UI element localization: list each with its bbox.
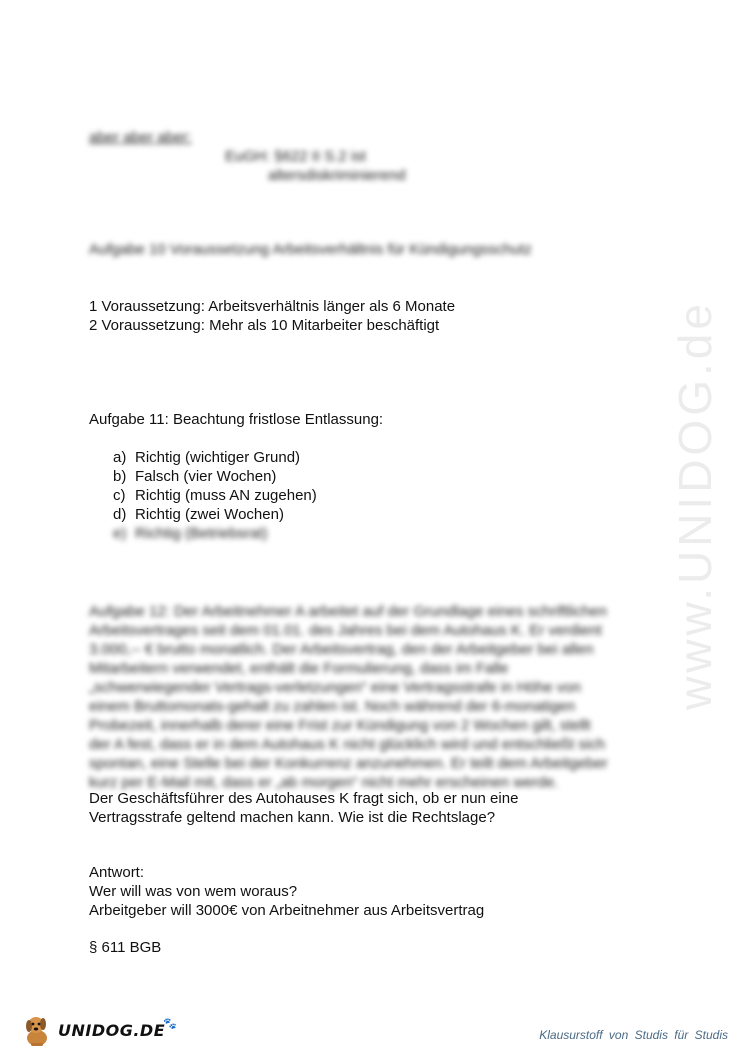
heading-aber: aber aber aber: bbox=[89, 129, 192, 146]
list-item bbox=[113, 486, 317, 505]
paragraph-line: Mitarbeitern verwendet, enthält die Formulierung, dass im Falle bbox=[89, 660, 509, 677]
eugh-line-2: altersdiskriminierend bbox=[268, 167, 406, 184]
voraussetzung-2: 2 Voraussetzung: Mehr als 10 Mitarbeiter beschäftigt bbox=[89, 317, 440, 334]
paragraph-line: Aufgabe 12: Der Arbeitnehmer A arbeitet auf der Grundlage eines schriftlichen bbox=[89, 603, 607, 620]
paragraph-line: kurz per E-Mail mit, dass er „ab morgen“ nicht mehr erscheinen werde. bbox=[89, 774, 559, 791]
list-marker: e) bbox=[113, 525, 127, 542]
list-text: Richtig (wichtiger Grund) bbox=[135, 449, 301, 466]
paragraph-line: 3.000,-- € brutto monatlich. Der Arbeitsvertrag, den der Arbeitgeber bei allen bbox=[89, 641, 594, 658]
aufgabe11-title: Aufgabe 11: Beachtung fristlose Entlassung: bbox=[89, 411, 384, 428]
footer-tagline: Klausurstoff von Studis für Studis bbox=[539, 1028, 728, 1042]
voraussetzung-1: 1 Voraussetzung: Arbeitsverhältnis länger als 6 Monate bbox=[89, 298, 456, 315]
aufgabe12-paragraph bbox=[89, 602, 669, 792]
paragraph-line: Probezeit, innerhalb derer eine Frist zur Kündigung von 2 Wochen gilt, stellt bbox=[89, 717, 591, 734]
list-item bbox=[113, 448, 300, 467]
list-marker: d) bbox=[113, 506, 127, 523]
list-marker: b) bbox=[113, 468, 127, 485]
law-reference: § 611 BGB bbox=[89, 939, 162, 956]
watermark-text: www.UNIDOG.de bbox=[669, 300, 722, 710]
list-item bbox=[113, 524, 268, 543]
logo-text: UNIDOG.DE bbox=[58, 1020, 166, 1040]
antwort-line-2: Arbeitgeber will 3000€ von Arbeitnehmer aus Arbeitsvertrag bbox=[89, 902, 485, 919]
eugh-line-1: EuGH: §622 II S.2 ist bbox=[225, 148, 366, 165]
list-text: Richtig (muss AN zugehen) bbox=[135, 487, 317, 504]
watermark bbox=[665, 280, 725, 730]
list-text: Richtig (zwei Wochen) bbox=[135, 506, 284, 523]
aufgabe10-title: Aufgabe 10 Voraussetzung Arbeitsverhältnis für Kündigungsschutz bbox=[89, 241, 532, 258]
paragraph-line: spontan, eine Stelle bei der Konkurrenz anzunehmen. Er teilt dem Arbeitgeber bbox=[89, 755, 608, 772]
paw-icon: 🐾 bbox=[163, 1017, 177, 1030]
list-text: Falsch (vier Wochen) bbox=[135, 468, 277, 485]
antwort-line-1: Wer will was von wem woraus? bbox=[89, 883, 298, 900]
list-marker: a) bbox=[113, 449, 127, 466]
paragraph-line: „schwerwiegender Vertrags-verletzungen“ eine Vertragsstrafe in Höhe von bbox=[89, 679, 581, 696]
question-line-2: Vertragsstrafe geltend machen kann. Wie ist die Rechtslage? bbox=[89, 809, 496, 826]
dog-icon bbox=[22, 1012, 54, 1048]
antwort-label: Antwort: bbox=[89, 864, 145, 881]
paragraph-line: Arbeitsvertrages seit dem 01.01. des Jahres bei dem Autohaus K. Er verdient bbox=[89, 622, 602, 639]
paragraph-line: der A fest, dass er in dem Autohaus K nicht glücklich wird und entschließt sich bbox=[89, 736, 606, 753]
question-line-1: Der Geschäftsführer des Autohauses K fragt sich, ob er nun eine bbox=[89, 790, 519, 807]
unidog-logo bbox=[22, 1010, 177, 1050]
list-marker: c) bbox=[113, 487, 126, 504]
paragraph-line: einem Bruttomonats-gehalt zu zahlen ist. Noch während der 6-monatigen bbox=[89, 698, 576, 715]
list-text: Richtig (Betriebsrat) bbox=[135, 525, 268, 542]
list-item bbox=[113, 467, 276, 486]
list-item bbox=[113, 505, 284, 524]
